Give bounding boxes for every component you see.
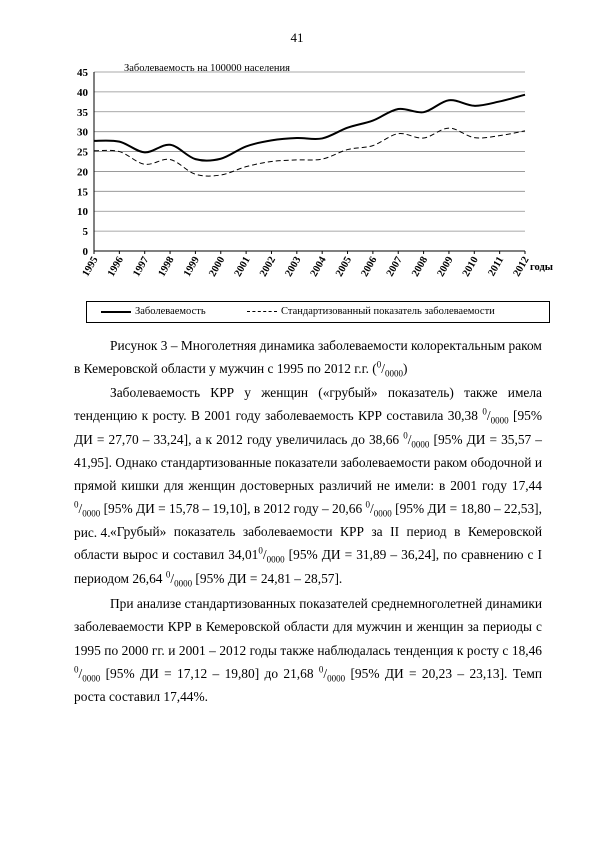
p3-text-a: При анализе стандартизованных показателей среднемноголетней динамики заболеваемости КРР в Кемеровской области для мужчин и женщин за периоды с 1995 по 2000 гг. и 2001 – 2012 годы также наблюдалась тенденция к росту с 18,46 <box>74 596 542 658</box>
y-tick-label: 5 <box>82 226 88 239</box>
x-tick-label: 2009 <box>435 255 456 279</box>
unit-sup: 0 <box>482 406 487 417</box>
figure-caption <box>74 334 542 381</box>
y-tick-label: 25 <box>77 146 88 159</box>
legend-label-standardized: Стандартизованный показатель заболеваемости <box>281 306 495 317</box>
x-tick-label: 1998 <box>156 255 177 279</box>
y-tick-label: 0 <box>82 246 88 258</box>
unit-sup: 0 <box>74 500 79 511</box>
paragraph-standardized-dynamics <box>74 592 542 708</box>
p1-text-c: [95% ДИ = 35,57 – 41,95]. Однако стандартизованные показатели заболеваемости раком ободочной и прямой кишки для женщин достоверных различий не имели: в 2001 году 17,44 <box>74 431 542 494</box>
per-100000-unit <box>403 430 430 450</box>
series-line-standardized <box>94 128 525 176</box>
x-tick-label: 2002 <box>258 255 279 279</box>
chart-axes <box>94 72 525 254</box>
x-tick-label: 2000 <box>207 255 228 279</box>
x-tick-label: 2001 <box>232 255 253 279</box>
per-100000-unit <box>318 664 346 684</box>
unit-sub: 0000 <box>82 509 101 520</box>
x-tick-label: 1996 <box>105 255 126 279</box>
y-tick-label: 15 <box>77 186 88 199</box>
unit-sup: 0 <box>74 664 79 675</box>
p1-text-d: [95% ДИ = 15,78 – 19,10], в 2012 году – 20,66 <box>100 501 366 517</box>
unit-sup: 0 <box>318 664 324 675</box>
p1-text-a: Заболеваемость КРР у женщин («грубый» показатель) также имела тенденцию к росту. В 2001 году заболеваемость КРР составила 30,38 <box>74 385 542 424</box>
unit-slash: / <box>78 665 83 681</box>
caption-sup: 0 <box>376 359 382 370</box>
x-axis-label: годы <box>530 262 553 273</box>
per-100000-unit <box>258 545 285 565</box>
unit-sub: 0000 <box>373 509 392 520</box>
x-tick-label: 2004 <box>308 255 329 279</box>
page-number: 41 <box>290 30 304 45</box>
legend-label-incidence: Заболеваемость <box>135 306 206 317</box>
series-line-incidence <box>94 95 525 161</box>
x-tick-label: 1997 <box>131 255 152 279</box>
chart-title: Заболеваемость на 100000 населения <box>124 63 290 74</box>
p3-text-c: [95% ДИ = 20,23 – 23,13]. Темп роста составил 17,44%. <box>74 665 542 705</box>
paragraph-crude-rate <box>74 520 542 590</box>
dashed-line-swatch <box>247 311 277 312</box>
unit-slash: / <box>170 570 175 586</box>
x-tick-label: 1995 <box>80 255 101 279</box>
y-tick-label: 30 <box>77 126 88 139</box>
y-tick-label: 40 <box>77 86 88 99</box>
unit-slash: / <box>262 547 267 563</box>
y-tick-labels <box>77 67 89 258</box>
x-tick-label: 2006 <box>359 255 380 279</box>
caption-sub: 0000 <box>385 368 403 379</box>
unit-sub: 0000 <box>327 673 346 684</box>
unit-sub: 0000 <box>490 415 509 426</box>
p3-text-b: [95% ДИ = 17,12 – 19,80] до 21,68 <box>100 665 319 681</box>
x-tick-label: 2007 <box>384 255 405 279</box>
chart-gridlines <box>94 72 525 231</box>
chart-legend <box>86 301 550 323</box>
p1-text-b: [95% ДИ = 27,70 – 33,24], а к 2012 году увеличилась до 38,66 <box>74 408 542 447</box>
unit-sub: 0000 <box>82 673 101 684</box>
caption-slash: / <box>381 361 385 377</box>
unit-sup: 0 <box>365 500 371 511</box>
unit-slash: / <box>407 431 412 447</box>
unit-sup: 0 <box>403 430 408 441</box>
per-100000-unit <box>482 406 509 426</box>
x-tick-label: 2005 <box>334 255 355 279</box>
x-tick-label: 2010 <box>460 255 481 279</box>
unit-slash: / <box>323 665 328 681</box>
legend-item-standardized <box>247 302 495 322</box>
unit-sub: 0000 <box>174 578 193 589</box>
caption-text: Рисунок 3 – Многолетняя динамика заболеваемости колоректальным раком в Кемеровской области у мужчин с 1995 по 2012 г.г. ( <box>74 338 542 377</box>
x-tick-label: 1999 <box>181 255 203 279</box>
legend-item-incidence <box>101 302 206 322</box>
x-tick-label: 2012 <box>511 255 532 279</box>
x-tick-label: 2003 <box>283 255 304 279</box>
y-tick-label: 10 <box>77 206 88 219</box>
per-100000-unit <box>165 569 193 589</box>
per-100000-unit <box>74 500 101 520</box>
chart-series <box>94 95 525 176</box>
unit-sup: 0 <box>258 545 263 556</box>
y-tick-label: 35 <box>77 106 88 119</box>
solid-line-swatch <box>101 311 131 313</box>
per-100000-unit <box>74 664 101 684</box>
y-tick-label: 20 <box>77 166 88 179</box>
incidence-line-chart <box>64 56 553 296</box>
caption-close: ) <box>403 361 408 377</box>
per-100000-unit <box>365 500 392 520</box>
unit-sub: 0000 <box>411 439 430 450</box>
y-tick-label: 45 <box>77 67 88 79</box>
p2-text-b: [95% ДИ = 31,89 – 36,24], по сравнению с I периодом 26,64 <box>74 547 542 586</box>
unit-slash: / <box>370 501 374 517</box>
x-tick-labels <box>81 254 532 278</box>
x-tick-label: 2008 <box>410 255 431 279</box>
p2-text-c: [95% ДИ = 24,81 – 28,57]. <box>192 570 343 586</box>
p2-text-a: «Грубый» показатель заболеваемости КРР за II период в Кемеровской области вырос и составил 34,01 <box>74 524 542 563</box>
unit-slash: / <box>78 501 83 517</box>
unit-sub: 0000 <box>266 554 285 565</box>
p1-text-e: [95% ДИ = 18,80 – 22,53], рис. 4. <box>74 501 542 540</box>
x-tick-label: 2011 <box>486 255 507 279</box>
unit-slash: / <box>486 408 491 424</box>
unit-sup: 0 <box>165 569 171 580</box>
